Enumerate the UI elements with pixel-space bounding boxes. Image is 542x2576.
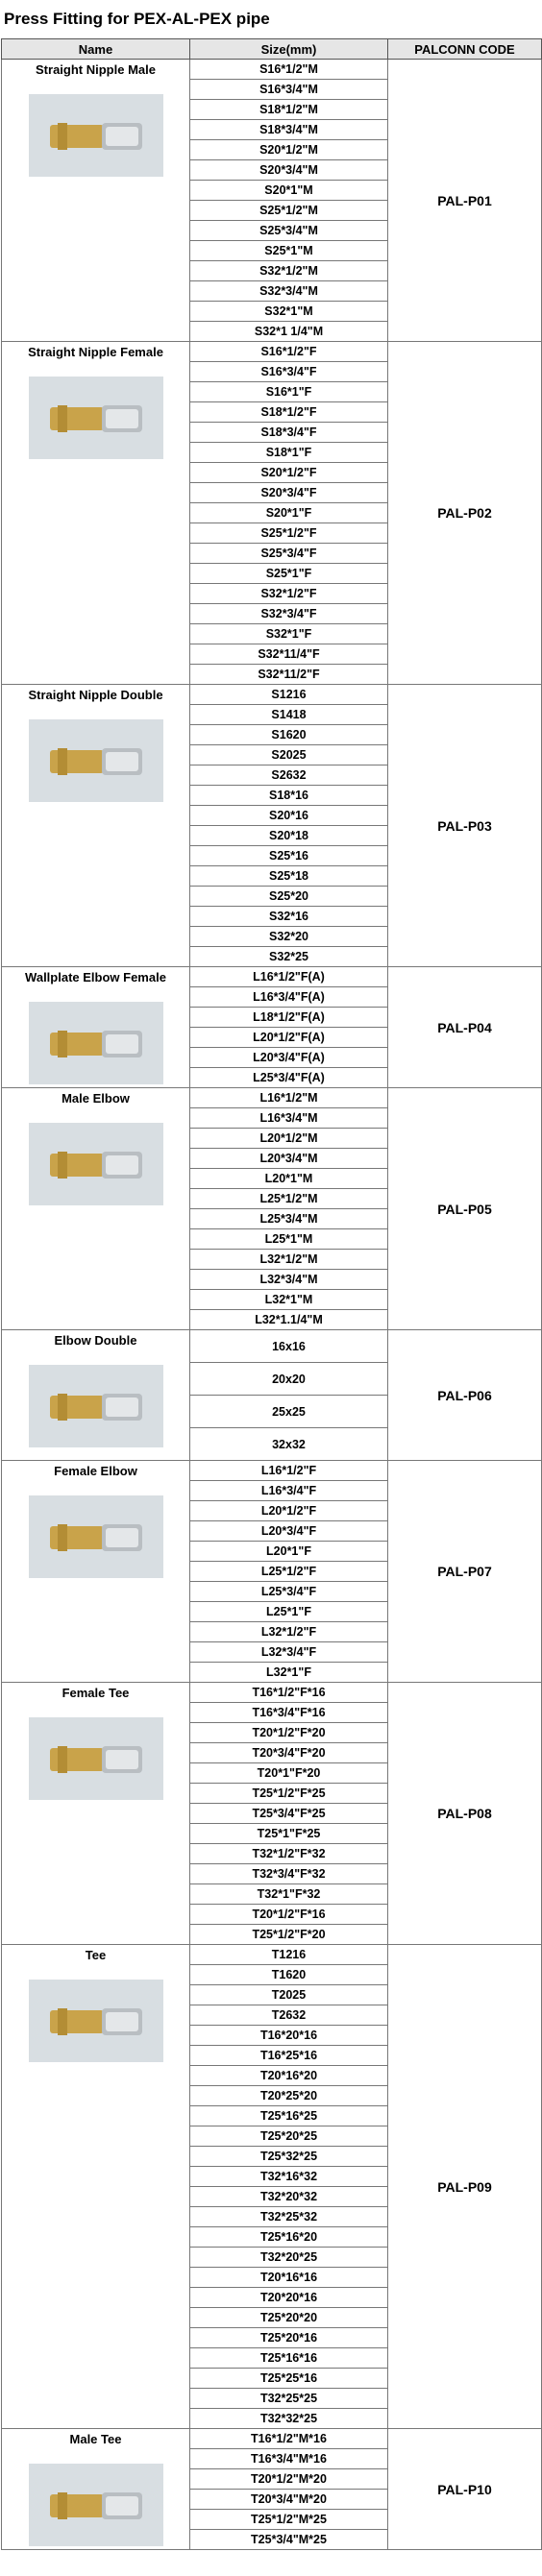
- size-cell: T20*1"F*20: [190, 1763, 388, 1784]
- size-cell: L20*1/2"F: [190, 1501, 388, 1521]
- product-name: Straight Nipple Double: [28, 688, 163, 702]
- size-cell: S20*1/2"M: [190, 140, 388, 160]
- size-cell: L32*3/4"F: [190, 1642, 388, 1663]
- size-cell: T20*1/2"F*16: [190, 1905, 388, 1925]
- size-cell: 16x16: [190, 1330, 388, 1363]
- product-name-cell: [2, 1461, 190, 1683]
- size-cell: T25*1"F*25: [190, 1824, 388, 1844]
- product-name: Elbow Double: [54, 1333, 137, 1348]
- size-cell: T25*20*20: [190, 2308, 388, 2328]
- size-cell: S32*3/4"M: [190, 281, 388, 302]
- straight-nipple-double-photo: [29, 719, 163, 802]
- size-cell: L25*3/4"F: [190, 1582, 388, 1602]
- size-cell: T25*25*16: [190, 2369, 388, 2389]
- size-cell: 32x32: [190, 1428, 388, 1461]
- product-name: Female Tee: [62, 1686, 130, 1700]
- size-cell: S32*1"F: [190, 624, 388, 644]
- size-cell: L25*3/4"F(A): [190, 1068, 388, 1088]
- size-cell: S16*3/4"F: [190, 362, 388, 382]
- size-cell: S20*1/2"F: [190, 463, 388, 483]
- size-cell: S18*3/4"M: [190, 120, 388, 140]
- size-cell: T16*20*16: [190, 2026, 388, 2046]
- size-cell: T25*20*25: [190, 2126, 388, 2147]
- size-cell: S1418: [190, 705, 388, 725]
- size-cell: T25*16*20: [190, 2227, 388, 2248]
- size-cell: L16*1/2"M: [190, 1088, 388, 1108]
- size-cell: T16*3/4"M*16: [190, 2449, 388, 2469]
- table-row: [2, 685, 542, 705]
- product-name-cell: [2, 967, 190, 1088]
- size-cell: S1216: [190, 685, 388, 705]
- product-name-cell: [2, 1330, 190, 1461]
- product-code: PAL-P07: [388, 1461, 542, 1683]
- size-cell: L16*1/2"F: [190, 1461, 388, 1481]
- product-table: [1, 38, 542, 2550]
- product-code: PAL-P02: [388, 342, 542, 685]
- product-name-cell: [2, 1088, 190, 1330]
- size-cell: T20*16*16: [190, 2268, 388, 2288]
- size-cell: T20*1/2"M*20: [190, 2469, 388, 2490]
- size-cell: S25*1/2"M: [190, 201, 388, 221]
- size-cell: S2632: [190, 766, 388, 786]
- product-name-cell: [2, 685, 190, 967]
- size-cell: S32*1/2"F: [190, 584, 388, 604]
- size-cell: S16*1"F: [190, 382, 388, 402]
- table-header-row: [2, 39, 542, 60]
- table-row: [2, 60, 542, 80]
- size-cell: S32*16: [190, 907, 388, 927]
- size-cell: T32*20*25: [190, 2248, 388, 2268]
- product-code: PAL-P10: [388, 2429, 542, 2550]
- size-cell: S25*16: [190, 846, 388, 866]
- size-cell: T32*1"F*32: [190, 1884, 388, 1905]
- size-cell: L20*3/4"F(A): [190, 1048, 388, 1068]
- size-cell: T32*32*25: [190, 2409, 388, 2429]
- product-name: Male Tee: [69, 2432, 122, 2446]
- size-cell: T20*16*20: [190, 2066, 388, 2086]
- size-cell: T16*1/2"M*16: [190, 2429, 388, 2449]
- size-cell: L32*1/2"M: [190, 1250, 388, 1270]
- size-cell: L20*1"M: [190, 1169, 388, 1189]
- product-name: Straight Nipple Male: [36, 62, 156, 77]
- size-cell: S18*1/2"F: [190, 402, 388, 423]
- size-cell: T20*1/2"F*20: [190, 1723, 388, 1743]
- product-name-cell: [2, 342, 190, 685]
- size-cell: S20*3/4"F: [190, 483, 388, 503]
- size-cell: T16*3/4"F*16: [190, 1703, 388, 1723]
- size-cell: S25*3/4"F: [190, 544, 388, 564]
- size-cell: L25*1/2"F: [190, 1562, 388, 1582]
- size-cell: S20*18: [190, 826, 388, 846]
- male-elbow-photo: [29, 1123, 163, 1205]
- product-code: PAL-P04: [388, 967, 542, 1088]
- product-code: PAL-P09: [388, 1945, 542, 2429]
- size-cell: S32*1 1/4"M: [190, 322, 388, 342]
- size-cell: S25*1"M: [190, 241, 388, 261]
- size-cell: L25*3/4"M: [190, 1209, 388, 1229]
- size-cell: S16*1/2"F: [190, 342, 388, 362]
- size-cell: S25*1/2"F: [190, 523, 388, 544]
- size-cell: T32*20*32: [190, 2187, 388, 2207]
- page-title: Press Fitting for PEX-AL-PEX pipe: [4, 10, 270, 28]
- size-cell: T32*25*25: [190, 2389, 388, 2409]
- header-code: PALCONN CODE: [388, 39, 542, 60]
- table-row: [2, 1330, 542, 1363]
- table-body: [2, 60, 542, 2550]
- size-cell: L32*3/4"M: [190, 1270, 388, 1290]
- size-cell: S32*11/4"F: [190, 644, 388, 665]
- size-cell: 20x20: [190, 1363, 388, 1396]
- size-cell: T25*20*16: [190, 2328, 388, 2348]
- size-cell: T20*20*16: [190, 2288, 388, 2308]
- size-cell: S32*3/4"F: [190, 604, 388, 624]
- table-row: [2, 967, 542, 987]
- male-tee-photo: [29, 2464, 163, 2546]
- size-cell: T20*25*20: [190, 2086, 388, 2106]
- size-cell: T25*1/2"F*25: [190, 1784, 388, 1804]
- size-cell: S20*16: [190, 806, 388, 826]
- size-cell: T25*3/4"M*25: [190, 2530, 388, 2550]
- size-cell: S18*1/2"M: [190, 100, 388, 120]
- size-cell: T20*3/4"F*20: [190, 1743, 388, 1763]
- size-cell: S2025: [190, 745, 388, 766]
- size-cell: L16*1/2"F(A): [190, 967, 388, 987]
- size-cell: T25*3/4"F*25: [190, 1804, 388, 1824]
- size-cell: S20*3/4"M: [190, 160, 388, 181]
- product-name-cell: [2, 60, 190, 342]
- size-cell: T25*16*25: [190, 2106, 388, 2126]
- size-cell: S16*3/4"M: [190, 80, 388, 100]
- size-cell: L32*1/2"F: [190, 1622, 388, 1642]
- size-cell: T25*16*16: [190, 2348, 388, 2369]
- size-cell: L25*1"F: [190, 1602, 388, 1622]
- size-cell: L20*1/2"F(A): [190, 1028, 388, 1048]
- product-name: Male Elbow: [62, 1091, 130, 1106]
- size-cell: S20*1"M: [190, 181, 388, 201]
- header-name: Name: [2, 39, 190, 60]
- size-cell: L20*1/2"M: [190, 1129, 388, 1149]
- size-cell: S25*20: [190, 887, 388, 907]
- size-cell: S32*1"M: [190, 302, 388, 322]
- size-cell: T2025: [190, 1985, 388, 2005]
- header-size: Size(mm): [190, 39, 388, 60]
- size-cell: T20*3/4"M*20: [190, 2490, 388, 2510]
- table-row: [2, 342, 542, 362]
- product-code: PAL-P06: [388, 1330, 542, 1461]
- table-row: [2, 1945, 542, 1965]
- size-cell: S32*11/2"F: [190, 665, 388, 685]
- size-cell: S18*16: [190, 786, 388, 806]
- size-cell: L20*1"F: [190, 1542, 388, 1562]
- female-elbow-photo: [29, 1495, 163, 1578]
- size-cell: S32*1/2"M: [190, 261, 388, 281]
- table-row: [2, 1461, 542, 1481]
- size-cell: 25x25: [190, 1396, 388, 1428]
- product-name-cell: [2, 2429, 190, 2550]
- size-cell: L32*1.1/4"M: [190, 1310, 388, 1330]
- size-cell: L20*3/4"M: [190, 1149, 388, 1169]
- tee-photo: [29, 1980, 163, 2062]
- size-cell: S16*1/2"M: [190, 60, 388, 80]
- size-cell: S1620: [190, 725, 388, 745]
- size-cell: L20*3/4"F: [190, 1521, 388, 1542]
- table-row: [2, 1683, 542, 1703]
- product-name-cell: [2, 1683, 190, 1945]
- product-name: Tee: [85, 1948, 107, 1962]
- size-cell: S25*18: [190, 866, 388, 887]
- product-name: Female Elbow: [54, 1464, 137, 1478]
- size-cell: T2632: [190, 2005, 388, 2026]
- size-cell: L25*1/2"M: [190, 1189, 388, 1209]
- size-cell: L16*3/4"M: [190, 1108, 388, 1129]
- size-cell: L16*3/4"F: [190, 1481, 388, 1501]
- size-cell: S25*3/4"M: [190, 221, 388, 241]
- size-cell: S25*1"F: [190, 564, 388, 584]
- product-code: PAL-P03: [388, 685, 542, 967]
- size-cell: T32*25*32: [190, 2207, 388, 2227]
- female-tee-photo: [29, 1717, 163, 1800]
- size-cell: T32*1/2"F*32: [190, 1844, 388, 1864]
- size-cell: T16*1/2"F*16: [190, 1683, 388, 1703]
- size-cell: T25*32*25: [190, 2147, 388, 2167]
- size-cell: S32*25: [190, 947, 388, 967]
- table-row: [2, 2429, 542, 2449]
- size-cell: S18*1"F: [190, 443, 388, 463]
- wallplate-elbow-female-photo: [29, 1002, 163, 1084]
- size-cell: S18*3/4"F: [190, 423, 388, 443]
- size-cell: T32*16*32: [190, 2167, 388, 2187]
- elbow-double-photo: [29, 1365, 163, 1447]
- size-cell: T1216: [190, 1945, 388, 1965]
- size-cell: L25*1"M: [190, 1229, 388, 1250]
- size-cell: T16*25*16: [190, 2046, 388, 2066]
- size-cell: S32*20: [190, 927, 388, 947]
- product-code: PAL-P08: [388, 1683, 542, 1945]
- straight-nipple-male-photo: [29, 94, 163, 177]
- product-name-cell: [2, 1945, 190, 2429]
- size-cell: T32*3/4"F*32: [190, 1864, 388, 1884]
- size-cell: T25*1/2"F*20: [190, 1925, 388, 1945]
- size-cell: T1620: [190, 1965, 388, 1985]
- size-cell: L32*1"M: [190, 1290, 388, 1310]
- straight-nipple-female-photo: [29, 377, 163, 459]
- size-cell: L16*3/4"F(A): [190, 987, 388, 1008]
- product-code: PAL-P01: [388, 60, 542, 342]
- size-cell: L32*1"F: [190, 1663, 388, 1683]
- size-cell: S20*1"F: [190, 503, 388, 523]
- product-name: Wallplate Elbow Female: [25, 970, 166, 984]
- product-name: Straight Nipple Female: [28, 345, 163, 359]
- size-cell: L18*1/2"F(A): [190, 1008, 388, 1028]
- table-row: [2, 1088, 542, 1108]
- product-code: PAL-P05: [388, 1088, 542, 1330]
- size-cell: T25*1/2"M*25: [190, 2510, 388, 2530]
